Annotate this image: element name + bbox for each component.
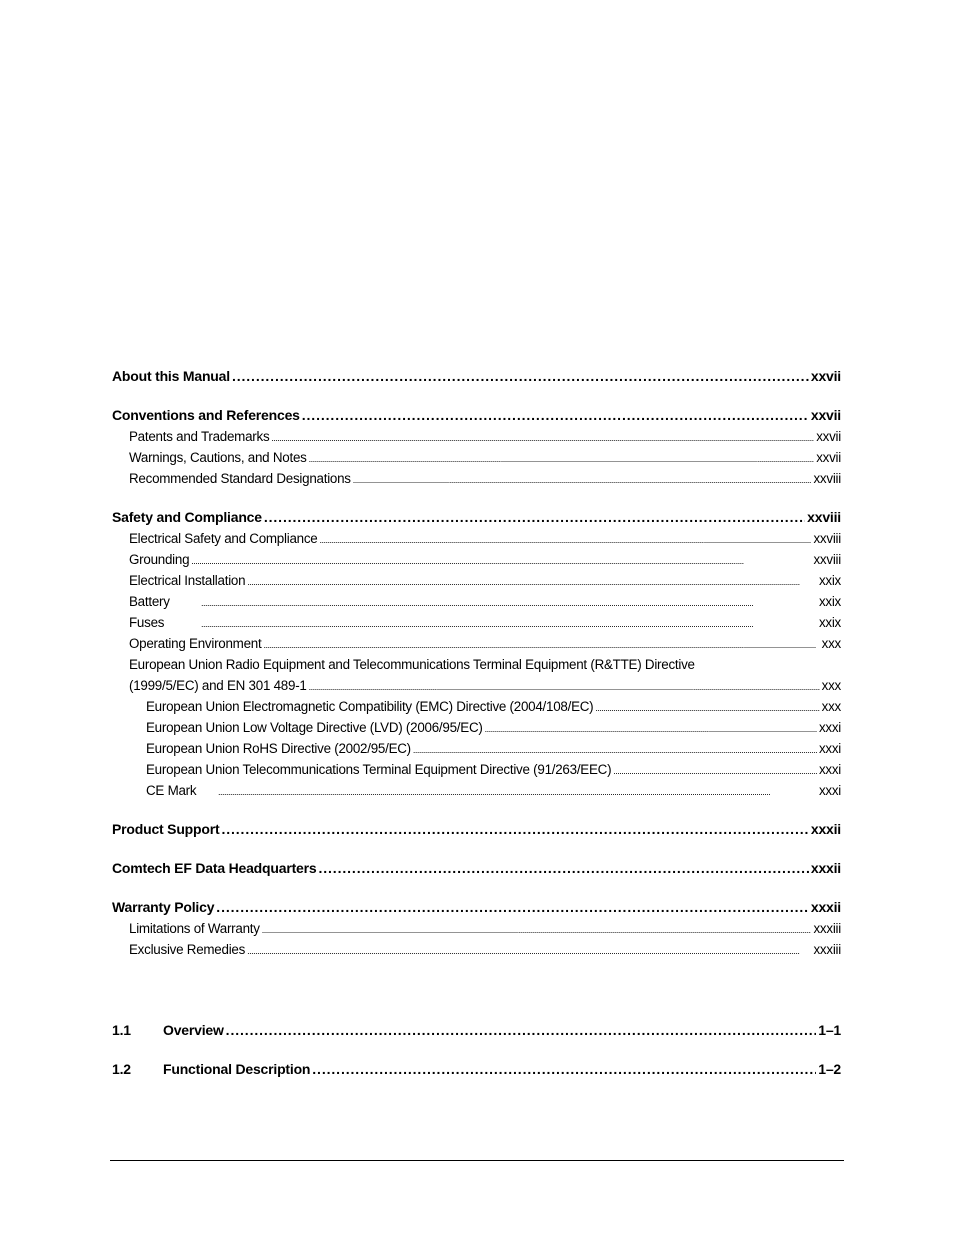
dot-leader — [191, 551, 811, 572]
toc-entry-title: About this Manual — [112, 368, 230, 384]
toc-entry-fuses[interactable] — [112, 612, 841, 633]
toc-entry-eu-rtte-line1[interactable] — [112, 654, 841, 675]
dot-leader — [318, 858, 808, 879]
dot-leader — [232, 366, 809, 387]
toc-entry-page: xxvii — [816, 429, 841, 444]
dot-leader — [271, 428, 814, 449]
toc-entry-warranty-policy[interactable] — [112, 897, 841, 918]
dot-leader — [264, 507, 805, 528]
toc-entry-page: xxxiii — [813, 942, 841, 957]
toc-entry-electrical-installation[interactable] — [112, 570, 841, 591]
toc-entry-page: xxvii — [810, 407, 841, 423]
toc-entry-title: European Union Electromagnetic Compatibility (EMC) Directive (2004/108/EC) — [146, 699, 594, 714]
dot-leader — [595, 698, 819, 719]
dot-leader — [201, 614, 817, 635]
toc-entry-section-1-2[interactable] — [112, 1059, 841, 1080]
toc-entry-title: CE Mark — [146, 783, 197, 798]
dot-leader — [201, 593, 817, 614]
toc-entry-title: Electrical Safety and Compliance — [129, 531, 318, 546]
dot-leader — [302, 405, 809, 426]
dot-leader — [247, 941, 811, 962]
toc-entry-title: European Union RoHS Directive (2002/95/EC) — [146, 741, 411, 756]
toc-entry-title: Recommended Standard Designations — [129, 471, 351, 486]
toc-entry-page: xxxi — [818, 720, 841, 735]
toc-entry-page: xxxi — [818, 741, 841, 756]
dot-leader — [613, 761, 817, 782]
dot-leader — [320, 530, 812, 551]
toc-entry-conventions-and-references[interactable] — [112, 405, 841, 426]
toc-entry-title: European Union Telecommunications Terminal Equipment Directive (91/263/EEC) — [146, 762, 612, 777]
toc-entry-headquarters[interactable] — [112, 858, 841, 879]
toc-entry-page: xxxiii — [813, 921, 841, 936]
toc-entry-title: European Union Radio Equipment and Telecommunications Terminal Equipment (R&TTE) Directive — [129, 657, 695, 672]
toc-entry-title: Functional Description — [163, 1061, 311, 1077]
toc-entry-battery[interactable] — [112, 591, 841, 612]
toc-entry-title: Warnings, Cautions, and Notes — [129, 450, 307, 465]
dot-leader — [309, 449, 815, 470]
toc-entry-page: 1–2 — [818, 1061, 841, 1077]
toc-entry-page: xxvii — [810, 368, 841, 384]
dot-leader — [247, 572, 817, 593]
toc-entry-page: xxvii — [816, 450, 841, 465]
toc-entry-title: Comtech EF Data Headquarters — [112, 860, 317, 876]
toc-entry-page: xxx — [821, 699, 841, 714]
toc-entry-title: Battery — [129, 594, 170, 609]
dot-leader — [413, 740, 817, 761]
toc-entry-about-this-manual[interactable] — [112, 366, 841, 387]
toc-section-number: 1.1 — [112, 1022, 131, 1038]
toc-entry-title: Limitations of Warranty — [129, 921, 260, 936]
toc-entry-ce-mark[interactable] — [112, 780, 841, 801]
toc-entry-title: (1999/5/EC) and EN 301 489-1 — [129, 678, 307, 693]
toc-entry-eu-emc[interactable] — [112, 696, 841, 717]
footer-divider — [110, 1160, 844, 1161]
toc-entry-page: xxx — [821, 636, 841, 651]
toc-entry-title: Grounding — [129, 552, 190, 567]
toc-entry-title: Product Support — [112, 821, 220, 837]
toc-entry-page: xxxii — [810, 821, 841, 837]
toc-entry-title: Exclusive Remedies — [129, 942, 246, 957]
toc-entry-title: Fuses — [129, 615, 165, 630]
toc-entry-page: 1–1 — [818, 1022, 841, 1038]
toc-entry-page: xxxi — [818, 762, 841, 777]
toc-entry-eu-rohs[interactable] — [112, 738, 841, 759]
toc-entry-title: Patents and Trademarks — [129, 429, 270, 444]
toc-entry-eu-rtte[interactable] — [112, 675, 841, 696]
dot-leader — [216, 897, 809, 918]
toc-entry-product-support[interactable] — [112, 819, 841, 840]
toc-entry-page: xxviii — [807, 509, 841, 525]
dot-leader — [353, 470, 812, 491]
toc-entry-page: xxix — [818, 594, 841, 609]
toc-entry-title: Conventions and References — [112, 407, 300, 423]
toc-entry-grounding[interactable] — [112, 549, 841, 570]
dot-leader — [312, 1059, 816, 1080]
toc-entry-title: Operating Environment — [129, 636, 262, 651]
toc-entry-page: xxxii — [810, 860, 841, 876]
toc-entry-page: xxxi — [818, 783, 841, 798]
toc-entry-exclusive-remedies[interactable] — [112, 939, 841, 960]
toc-entry-title: European Union Low Voltage Directive (LVD) (2006/95/EC) — [146, 720, 483, 735]
dot-leader — [218, 782, 817, 803]
toc-entry-page: xxix — [818, 573, 841, 588]
toc-entry-title: Electrical Installation — [129, 573, 246, 588]
toc-entry-page: xxviii — [813, 471, 841, 486]
toc-entry-eu-lvd[interactable] — [112, 717, 841, 738]
toc-entry-title: Safety and Compliance — [112, 509, 262, 525]
toc-entry-warnings-cautions-notes[interactable] — [112, 447, 841, 468]
toc-entry-limitations-of-warranty[interactable] — [112, 918, 841, 939]
toc-entry-page: xxviii — [813, 531, 841, 546]
dot-leader — [226, 1020, 817, 1041]
toc-entry-page: xxviii — [813, 552, 841, 567]
toc-entry-patents-and-trademarks[interactable] — [112, 426, 841, 447]
dot-leader — [221, 819, 808, 840]
toc-section-number: 1.2 — [112, 1061, 131, 1077]
toc-entry-title: Warranty Policy — [112, 899, 215, 915]
toc-entry-page: xxxii — [810, 899, 841, 915]
table-of-contents — [112, 366, 841, 1080]
dot-leader — [262, 920, 812, 941]
toc-entry-electrical-safety[interactable] — [112, 528, 841, 549]
toc-entry-page: xxix — [818, 615, 841, 630]
toc-entry-eu-tte[interactable] — [112, 759, 841, 780]
toc-entry-page: xxx — [821, 678, 841, 693]
dot-leader — [485, 719, 817, 740]
toc-entry-safety-and-compliance[interactable] — [112, 507, 841, 528]
dot-leader — [263, 635, 819, 656]
toc-entry-operating-environment[interactable] — [112, 633, 841, 654]
toc-entry-recommended-standard-designations[interactable] — [112, 468, 841, 489]
dot-leader — [309, 677, 820, 698]
toc-entry-title: Overview — [163, 1022, 224, 1038]
toc-entry-section-1-1[interactable] — [112, 1020, 841, 1041]
